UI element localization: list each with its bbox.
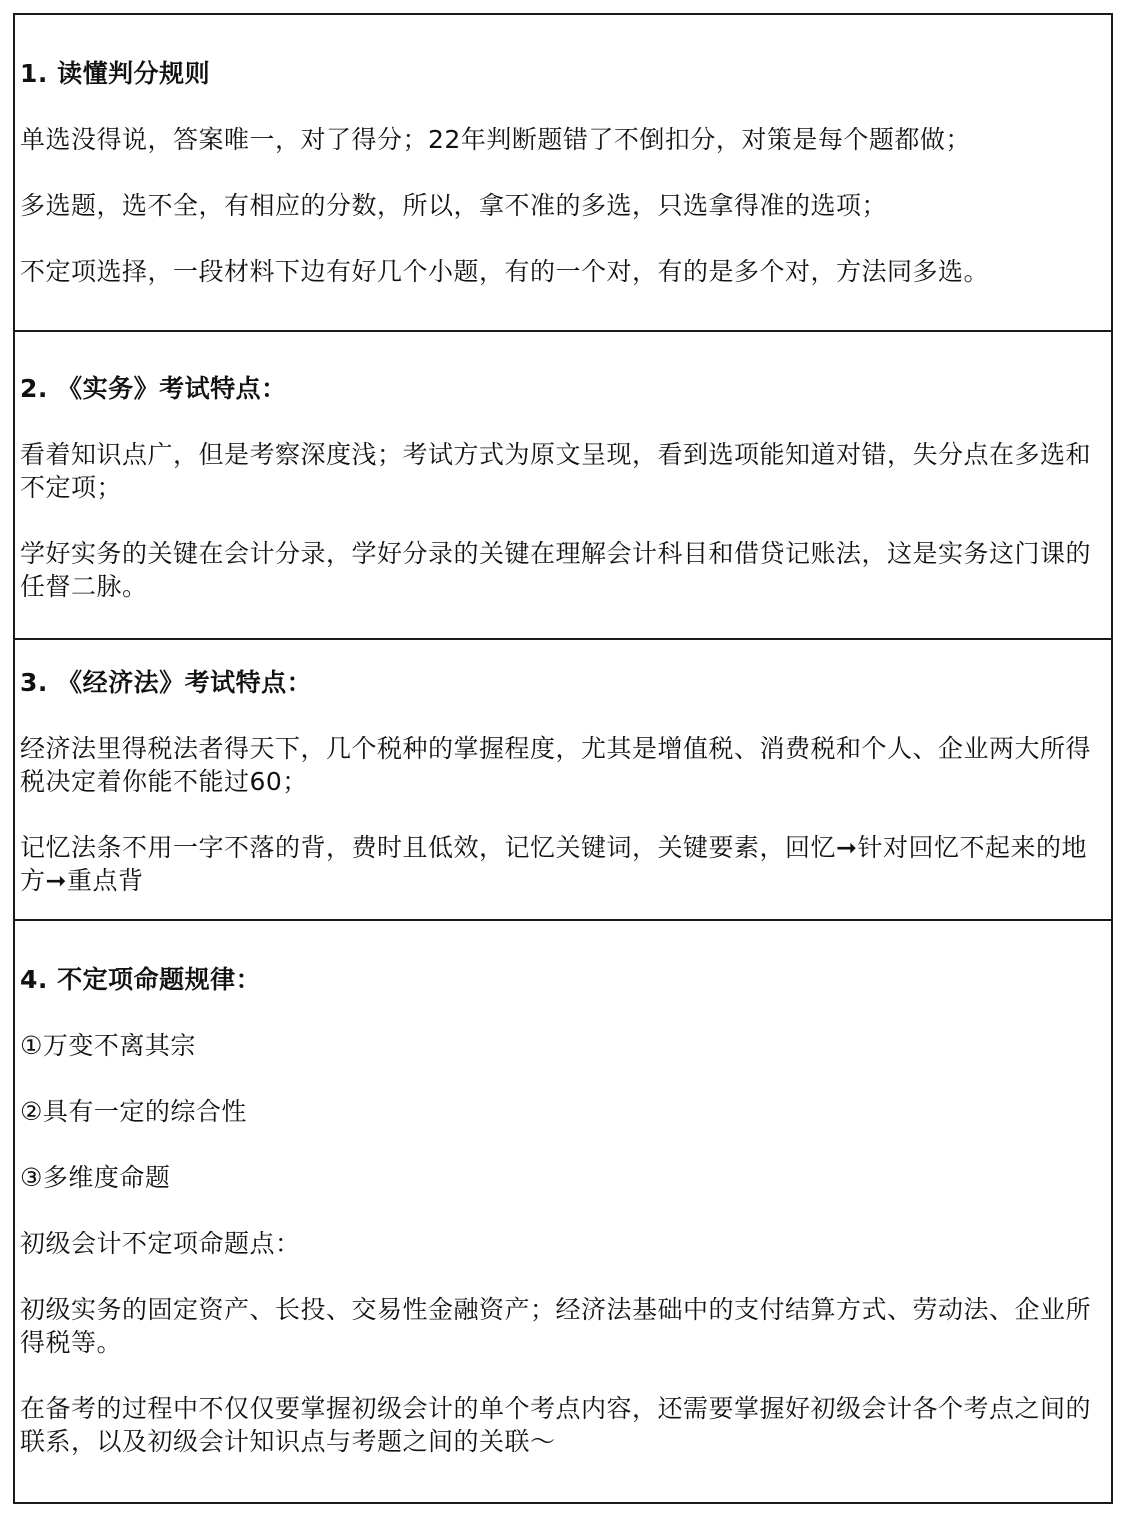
paragraph: 经济法里得税法者得天下，几个税种的掌握程度，尤其是增值税、消费税和个人、企业两大所得税决定着你能不能过60； bbox=[20, 734, 1092, 796]
paragraph: ③多维度命题 bbox=[20, 1163, 171, 1192]
section-indefinite-question-rules bbox=[15, 919, 1111, 1502]
paragraph: 初级实务的固定资产、长投、交易性金融资产；经济法基础中的支付结算方式、劳动法、企业所得税等。 bbox=[20, 1295, 1092, 1357]
paragraph: 看着知识点广，但是考察深度浅；考试方式为原文呈现，看到选项能知道对错，失分点在多选和不定项； bbox=[20, 440, 1092, 502]
paragraph: 在备考的过程中不仅仅要掌握初级会计的单个考点内容，还需要掌握好初级会计各个考点之间的联系，以及初级会计知识点与考题之间的关联～ bbox=[20, 1394, 1092, 1456]
content-table bbox=[13, 13, 1113, 1504]
paragraph: 学好实务的关键在会计分录，学好分录的关键在理解会计科目和借贷记账法，这是实务这门课的任督二脉。 bbox=[20, 539, 1092, 601]
section-heading: 4. 不定项命题规律： bbox=[20, 965, 262, 994]
section-heading: 2. 《实务》考试特点： bbox=[20, 374, 287, 403]
paragraph: ②具有一定的综合性 bbox=[20, 1097, 247, 1126]
section-economic-law-exam bbox=[15, 638, 1111, 919]
section-scoring-rules bbox=[15, 15, 1111, 330]
paragraph: 单选没得说，答案唯一，对了得分；22年判断题错了不倒扣分，对策是每个题都做； bbox=[20, 125, 971, 154]
paragraph: 不定项选择，一段材料下边有好几个小题，有的一个对，有的是多个对，方法同多选。 bbox=[20, 257, 990, 286]
paragraph: 初级会计不定项命题点： bbox=[20, 1229, 301, 1258]
paragraph: ①万变不离其宗 bbox=[20, 1031, 196, 1060]
section-practice-exam bbox=[15, 330, 1111, 638]
section-heading: 1. 读懂判分规则 bbox=[20, 59, 211, 88]
paragraph: 多选题，选不全，有相应的分数，所以，拿不准的多选，只选拿得准的选项； bbox=[20, 191, 888, 220]
section-heading: 3. 《经济法》考试特点： bbox=[20, 668, 313, 697]
paragraph: 记忆法条不用一字不落的背，费时且低效，记忆关键词，关键要素，回忆➞针对回忆不起来的地方➞重点背 bbox=[20, 833, 1087, 895]
